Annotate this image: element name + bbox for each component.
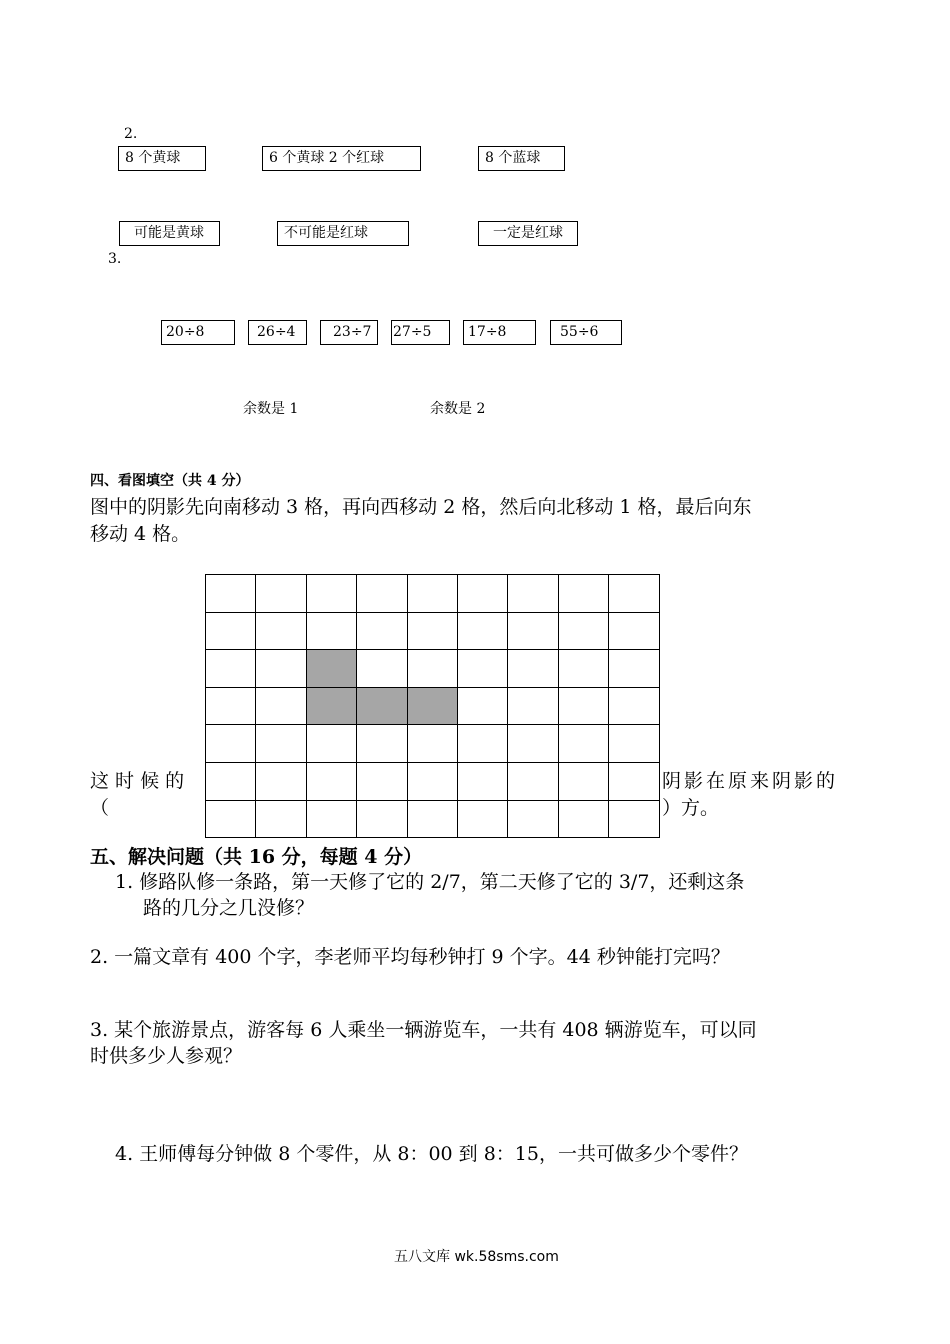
section5-q4: 4. 王师傅每分钟做 8 个零件，从 8：00 到 8：15，一共可做多少个零件？ xyxy=(115,1143,748,1165)
grid-cell-shaded xyxy=(408,688,458,726)
grid-cell xyxy=(508,688,558,726)
section5-q1-line-2: 路的几分之几没修？ xyxy=(143,897,315,919)
grid-cell xyxy=(408,725,458,763)
grid-cell xyxy=(559,763,609,801)
grid-cell xyxy=(559,650,609,688)
section4-line-2: 移动 4 格。 xyxy=(90,523,191,545)
section5-q3-line-1: 3. 某个旅游景点，游客每 6 人乘坐一辆游览车，一共有 408 辆游览车，可以同 xyxy=(90,1019,757,1041)
grid-cell xyxy=(256,575,306,613)
grid-cell xyxy=(609,763,659,801)
shadow-grid xyxy=(205,574,660,838)
q2-top-box-2: 6 个黄球 2 个红球 xyxy=(262,146,421,171)
grid-cell xyxy=(256,763,306,801)
grid-cell xyxy=(408,650,458,688)
grid-cell xyxy=(256,613,306,651)
grid-cell xyxy=(256,801,306,839)
q2-number: 2. xyxy=(124,126,138,142)
grid-cell xyxy=(609,650,659,688)
section4-right-text-2: ）方。 xyxy=(662,797,720,819)
grid-cell xyxy=(357,725,407,763)
grid-cell xyxy=(357,763,407,801)
q3-box-5: 17÷8 xyxy=(463,320,536,345)
q2-top-box-3: 8 个蓝球 xyxy=(478,146,565,171)
q2-bottom-box-1: 可能是黄球 xyxy=(119,221,220,246)
remainder-1-label: 余数是 1 xyxy=(243,401,299,417)
grid-cell xyxy=(609,725,659,763)
grid-cell xyxy=(458,763,508,801)
grid-cell xyxy=(559,801,609,839)
grid-cell xyxy=(307,725,357,763)
grid-cell xyxy=(458,725,508,763)
section5-q3-line-2: 时供多少人参观？ xyxy=(90,1045,243,1067)
q3-box-2: 26÷4 xyxy=(248,320,307,345)
grid-cell xyxy=(408,575,458,613)
grid-cell xyxy=(508,801,558,839)
q3-box-1: 20÷8 xyxy=(161,320,235,345)
grid-cell xyxy=(206,575,256,613)
grid-cell xyxy=(508,650,558,688)
section4-title: 四、看图填空（共 4 分） xyxy=(90,473,250,489)
grid-cell xyxy=(458,575,508,613)
grid-cell xyxy=(408,801,458,839)
grid-cell xyxy=(458,650,508,688)
section5-q2: 2. 一篇文章有 400 个字，李老师平均每秒钟打 9 个字。44 秒钟能打完吗？ xyxy=(90,946,730,968)
grid-cell xyxy=(357,650,407,688)
grid-cell xyxy=(458,688,508,726)
grid-cell xyxy=(559,613,609,651)
q2-bottom-box-3: 一定是红球 xyxy=(478,221,578,246)
grid-cell xyxy=(307,575,357,613)
grid-cell-shaded xyxy=(307,688,357,726)
grid-cell xyxy=(609,613,659,651)
section4-left-text-1: 这 时 候 的 xyxy=(90,770,185,792)
grid-cell xyxy=(508,575,558,613)
grid-cell xyxy=(357,575,407,613)
q3-box-3: 23÷7 xyxy=(320,320,378,345)
grid-cell xyxy=(256,688,306,726)
grid-cell-shaded xyxy=(307,650,357,688)
grid-cell xyxy=(206,650,256,688)
section4-right-text-1: 阴影在原来阴影的 xyxy=(662,770,839,792)
q2-top-box-1: 8 个黄球 xyxy=(118,146,206,171)
grid-cell xyxy=(559,688,609,726)
grid-cell xyxy=(508,763,558,801)
grid-cell xyxy=(307,763,357,801)
grid-cell xyxy=(559,725,609,763)
q3-box-4: 27÷5 xyxy=(391,320,450,345)
grid-cell xyxy=(206,725,256,763)
footer-watermark: 五八文库 wk.58sms.com xyxy=(394,1249,559,1265)
remainder-2-label: 余数是 2 xyxy=(430,401,486,417)
grid-cell xyxy=(609,688,659,726)
grid-cell xyxy=(408,763,458,801)
grid-cell xyxy=(609,801,659,839)
grid-cell xyxy=(206,613,256,651)
grid-cell xyxy=(408,613,458,651)
section5-q1-line-1: 1. 修路队修一条路，第一天修了它的 2/7，第二天修了它的 3/7，还剩这条 xyxy=(115,871,745,893)
grid-cell xyxy=(609,575,659,613)
q3-box-6: 55÷6 xyxy=(550,320,622,345)
q2-bottom-box-2: 不可能是红球 xyxy=(277,221,409,246)
grid-cell xyxy=(458,801,508,839)
grid-cell xyxy=(357,613,407,651)
grid-cell xyxy=(357,801,407,839)
grid-cell xyxy=(256,650,306,688)
grid-cell xyxy=(206,763,256,801)
grid-cell xyxy=(458,613,508,651)
section5-title: 五、解决问题（共 16 分，每题 4 分） xyxy=(90,846,423,868)
grid-cell xyxy=(559,575,609,613)
grid-cell xyxy=(206,688,256,726)
section4-line-1: 图中的阴影先向南移动 3 格，再向西移动 2 格，然后向北移动 1 格，最后向东 xyxy=(90,496,752,518)
grid-cell xyxy=(256,725,306,763)
section4-left-text-2: （ xyxy=(90,797,110,819)
grid-cell xyxy=(508,725,558,763)
grid-cell xyxy=(206,801,256,839)
grid-cell xyxy=(508,613,558,651)
q3-number: 3. xyxy=(108,251,122,267)
grid-cell xyxy=(307,613,357,651)
grid-cell-shaded xyxy=(357,688,407,726)
grid-cell xyxy=(307,801,357,839)
